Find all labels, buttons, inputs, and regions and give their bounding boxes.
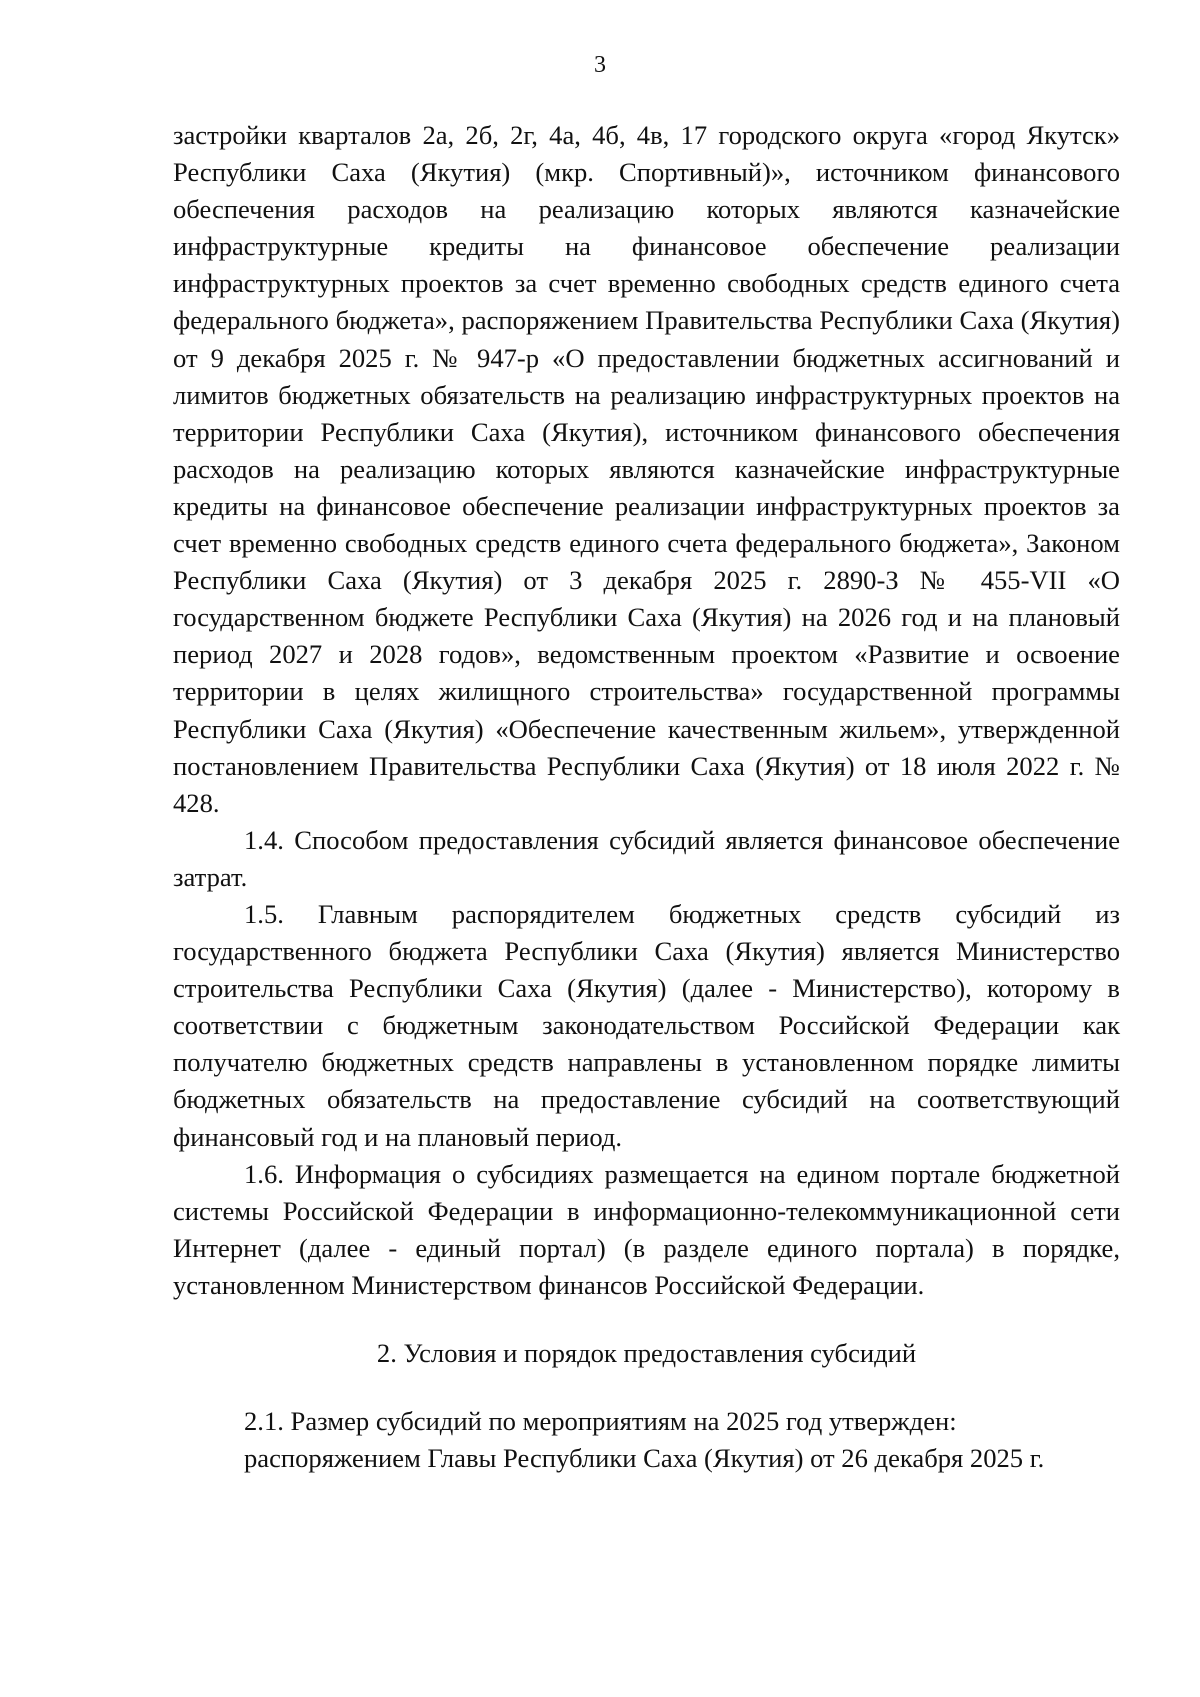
paragraph-2-1-line-2: распоряжением Главы Республики Саха (Якутия) от 26 декабря 2025 г. xyxy=(244,1443,1045,1474)
page-number: 3 xyxy=(594,52,606,78)
paragraph-continuation: застройки кварталов 2а, 2б, 2г, 4а, 4б, 4в, 17 городского округа «город Якутск» Республики Саха (Якутия) (мкр. Спортивный)», источником финансового обеспечения расходов на реализацию которых являются казначейские инфраструктурные кредиты на финансовое обеспечение реализации инфраструктурных проектов за счет временно свободных средств единого счета федерального бюджета», распоряжением Правительства Республики Саха (Якутия) от 9 декабря 2025 г. № 947-р «О предоставлении бюджетных ассигнований и лимитов бюджетных обязательств на реализацию инфраструктурных проектов на территории Республики Саха (Якутия), источником финансового обеспечения расходов на реализацию которых являются казначейские инфраструктурные кредиты на финансовое обеспечение реализации инфраструктурных проектов за счет временно свободных средств единого счета федерального бюджета», Законом Республики Саха (Якутия) от 3 декабря 2025 г. 2890-З № 455-VII «О государственном бюджете Республики Саха (Якутия) на 2026 год и на плановый период 2027 и 2028 годов», ведомственным проектом «Развитие и освоение территории в целях жилищного строительства» государственной программы Республики Саха (Якутия) «Обеспечение качественным жильем», утвержденной постановлением Правительства Республики Саха (Якутия) от 18 июля 2022 г. № 428. xyxy=(173,120,1120,818)
paragraph-2-1-line-1: 2.1. Размер субсидий по мероприятиям на 2025 год утвержден: xyxy=(244,1406,957,1437)
paragraph-1-4: 1.4. Способом предоставления субсидий является финансовое обеспечение затрат. xyxy=(173,824,1120,892)
paragraph-1-5: 1.5. Главным распорядителем бюджетных средств субсидий из государственного бюджета Республики Саха (Якутия) является Министерство строительства Республики Саха (Якутия) (далее - Министерство), которому в соответствии с бюджетным законодательством Российской Федерации как получателю бюджетных средств направлены в установленном порядке лимиты бюджетных обязательств на предоставление субсидий на соответствующий финансовый год и на плановый период. xyxy=(173,898,1120,1152)
section-2-heading: 2. Условия и порядок предоставления субсидий xyxy=(376,1338,917,1368)
paragraph-1-6: 1.6. Информация о субсидиях размещается на едином портале бюджетной системы Российской Федерации в информационно-телекоммуникационной сети Интернет (далее - единый портал) (в разделе единого портала) в порядке, установленном Министерством финансов Российской Федерации. xyxy=(173,1158,1120,1300)
document-body xyxy=(173,117,1120,1477)
